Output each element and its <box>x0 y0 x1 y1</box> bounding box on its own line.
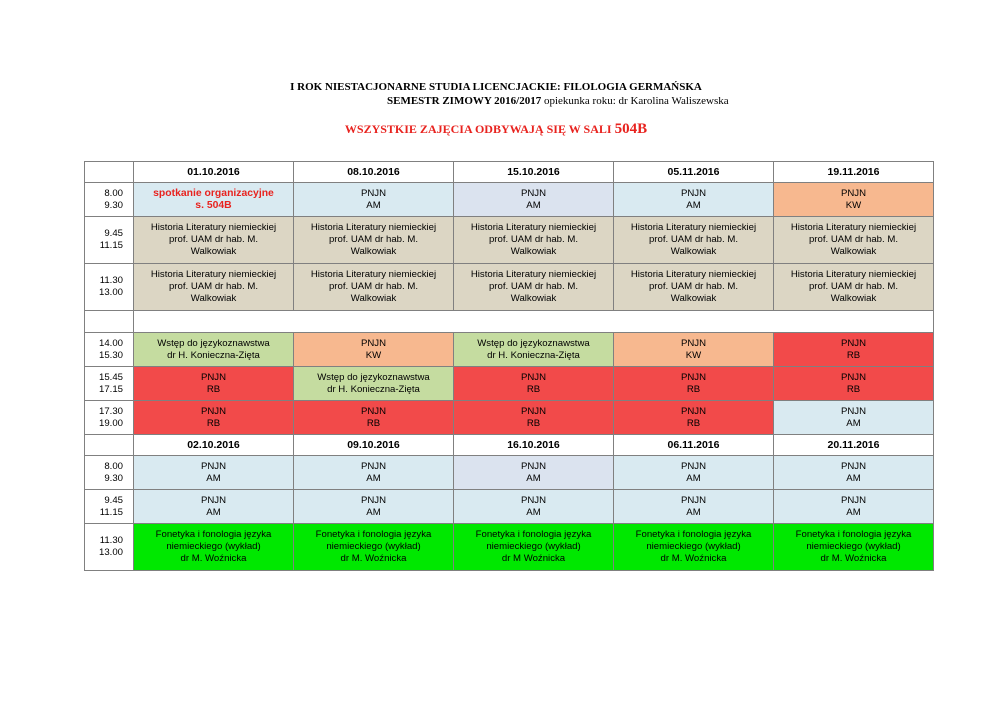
class-line-3: dr M. Woźnicka <box>340 553 407 564</box>
class-line-2: RB <box>686 417 701 429</box>
class-line-1: Fonetyka i fonologia języka <box>795 529 912 540</box>
year-supervisor: opiekunka roku: dr Karolina Waliszewska <box>541 95 729 107</box>
start-time: 15.45 <box>98 371 123 383</box>
class-line-2: dr H. Konieczna-Zięta <box>327 383 420 395</box>
class-line-2: AM <box>526 472 541 484</box>
date-header: 02.10.2016 <box>134 435 294 456</box>
class-line-1: PNJN <box>840 371 867 383</box>
class-line-2: prof. UAM dr hab. M. <box>488 234 579 245</box>
class-line-3: Walkowiak <box>350 246 397 257</box>
class-line-1: PNJN <box>680 494 707 506</box>
class-line-3: Walkowiak <box>350 293 397 304</box>
class-line-1: PNJN <box>200 494 227 506</box>
time-slot <box>85 183 134 217</box>
date-header: 19.11.2016 <box>774 162 934 183</box>
time-slot <box>85 490 134 524</box>
class-cell <box>134 183 294 217</box>
date-header: 05.11.2016 <box>614 162 774 183</box>
time-slot <box>85 401 134 435</box>
class-cell <box>294 333 454 367</box>
end-time: 19.00 <box>98 417 123 429</box>
class-line-1: PNJN <box>680 405 707 417</box>
class-line-1: Wstęp do językoznawstwa <box>157 337 270 349</box>
room-notice-text: WSZYSTKIE ZAJĘCIA ODBYWAJĄ SIĘ W SALI <box>344 122 612 136</box>
class-line-2: niemieckiego (wykład) <box>166 541 261 552</box>
room-notice <box>0 121 992 138</box>
class-cell <box>614 217 774 264</box>
class-line-1: PNJN <box>520 371 547 383</box>
class-line-2: AM <box>526 506 541 518</box>
class-line-3: dr M. Woźnicka <box>820 553 887 564</box>
class-line-3: Walkowiak <box>670 293 717 304</box>
class-cell <box>614 490 774 524</box>
start-time: 11.30 <box>99 275 123 286</box>
start-time: 11.30 <box>99 535 123 546</box>
end-time: 9.30 <box>104 199 123 211</box>
date-header: 06.11.2016 <box>614 435 774 456</box>
date-header: 09.10.2016 <box>294 435 454 456</box>
class-line-1: Fonetyka i fonologia języka <box>635 529 752 540</box>
class-cell <box>454 490 614 524</box>
time-slot <box>85 456 134 490</box>
class-line-1: PNJN <box>360 494 387 506</box>
class-line-2: niemieckiego (wykład) <box>806 541 901 552</box>
class-cell <box>454 367 614 401</box>
class-cell <box>294 183 454 217</box>
end-time: 13.00 <box>98 287 123 298</box>
start-time: 9.45 <box>104 494 123 506</box>
class-cell <box>774 333 934 367</box>
start-time: 9.45 <box>104 228 123 239</box>
class-cell <box>454 333 614 367</box>
schedule-row <box>85 183 934 217</box>
end-time: 11.15 <box>99 506 123 518</box>
date-header: 16.10.2016 <box>454 435 614 456</box>
semester-label: SEMESTR ZIMOWY 2016/2017 <box>387 95 542 107</box>
class-line-2: prof. UAM dr hab. M. <box>808 234 899 245</box>
class-cell <box>774 183 934 217</box>
class-line-2: s. 504B <box>195 199 232 211</box>
class-line-1: PNJN <box>680 337 707 349</box>
class-line-2: AM <box>366 199 381 211</box>
end-time: 17.15 <box>98 383 123 395</box>
break-cell <box>134 311 934 333</box>
class-line-2: RB <box>686 383 701 395</box>
start-time: 8.00 <box>104 187 123 199</box>
class-line-3: dr M. Woźnicka <box>180 553 247 564</box>
class-line-2: prof. UAM dr hab. M. <box>648 281 739 292</box>
class-line-1: PNJN <box>200 460 227 472</box>
class-line-1: PNJN <box>520 187 547 199</box>
class-line-1: Wstęp do językoznawstwa <box>477 337 590 349</box>
class-line-2: prof. UAM dr hab. M. <box>488 281 579 292</box>
class-line-2: RB <box>366 417 381 429</box>
schedule-row <box>85 217 934 264</box>
class-line-3: Walkowiak <box>830 246 877 257</box>
class-line-3: Walkowiak <box>510 293 557 304</box>
class-line-1: Historia Literatury niemieckiej <box>310 222 437 233</box>
schedule-row <box>85 401 934 435</box>
class-cell <box>774 456 934 490</box>
class-cell <box>294 217 454 264</box>
class-cell <box>134 401 294 435</box>
class-line-2: prof. UAM dr hab. M. <box>168 281 259 292</box>
schedule-row <box>85 333 934 367</box>
end-time: 15.30 <box>98 349 123 361</box>
class-line-2: AM <box>686 472 701 484</box>
class-line-1: PNJN <box>840 187 867 199</box>
class-cell <box>454 524 614 571</box>
class-cell <box>294 524 454 571</box>
class-line-2: KW <box>685 349 702 361</box>
corner-cell <box>85 162 134 183</box>
date-header: 20.11.2016 <box>774 435 934 456</box>
class-line-2: prof. UAM dr hab. M. <box>328 281 419 292</box>
class-line-3: dr M Woźnicka <box>501 553 566 564</box>
date-header: 08.10.2016 <box>294 162 454 183</box>
corner-cell <box>85 435 134 456</box>
break-time-cell <box>85 311 134 333</box>
class-line-2: niemieckiego (wykład) <box>646 541 741 552</box>
class-cell <box>134 524 294 571</box>
class-line-1: PNJN <box>680 460 707 472</box>
class-line-1: PNJN <box>840 337 867 349</box>
class-cell <box>614 367 774 401</box>
class-cell <box>134 333 294 367</box>
class-cell <box>294 367 454 401</box>
end-time: 13.00 <box>98 547 123 558</box>
class-line-2: AM <box>846 417 861 429</box>
semester-line <box>387 95 729 107</box>
class-line-1: PNJN <box>360 405 387 417</box>
class-line-2: AM <box>206 506 221 518</box>
class-line-2: AM <box>366 506 381 518</box>
class-line-2: RB <box>846 383 861 395</box>
class-cell <box>774 367 934 401</box>
class-line-1: PNJN <box>360 460 387 472</box>
room-number: 504B <box>614 121 648 137</box>
schedule-row <box>85 367 934 401</box>
time-slot <box>85 524 134 571</box>
class-line-1: Historia Literatury niemieckiej <box>470 222 597 233</box>
class-line-2: AM <box>526 199 541 211</box>
document-title: I ROK NIESTACJONARNE STUDIA LICENCJACKIE: FILOLOGIA GERMAŃSKA <box>290 81 702 93</box>
class-line-1: PNJN <box>840 405 867 417</box>
class-line-1: Historia Literatury niemieckiej <box>310 269 437 280</box>
class-line-2: AM <box>206 472 221 484</box>
class-line-2: RB <box>526 383 541 395</box>
class-cell <box>614 264 774 311</box>
class-cell <box>454 456 614 490</box>
schedule-row <box>85 264 934 311</box>
class-cell <box>774 217 934 264</box>
class-cell <box>454 183 614 217</box>
start-time: 17.30 <box>98 405 123 417</box>
class-line-1: PNJN <box>520 494 547 506</box>
class-line-2: prof. UAM dr hab. M. <box>328 234 419 245</box>
class-cell <box>134 367 294 401</box>
class-line-2: AM <box>366 472 381 484</box>
class-line-2: prof. UAM dr hab. M. <box>808 281 899 292</box>
class-cell <box>294 456 454 490</box>
class-line-2: prof. UAM dr hab. M. <box>648 234 739 245</box>
class-line-1: PNJN <box>360 337 387 349</box>
class-line-3: Walkowiak <box>510 246 557 257</box>
class-line-1: Historia Literatury niemieckiej <box>790 222 917 233</box>
class-line-1: PNJN <box>520 405 547 417</box>
class-line-1: PNJN <box>680 371 707 383</box>
class-line-2: RB <box>526 417 541 429</box>
class-line-1: spotkanie organizacyjne <box>153 187 274 199</box>
class-cell <box>774 524 934 571</box>
class-line-3: Walkowiak <box>190 293 237 304</box>
date-header: 01.10.2016 <box>134 162 294 183</box>
time-slot <box>85 264 134 311</box>
class-line-1: Historia Literatury niemieckiej <box>630 269 757 280</box>
class-line-2: dr H. Konieczna-Zięta <box>167 349 260 361</box>
class-cell <box>614 183 774 217</box>
class-cell <box>134 490 294 524</box>
class-line-1: Historia Literatury niemieckiej <box>790 269 917 280</box>
schedule-row <box>85 524 934 571</box>
class-cell <box>294 490 454 524</box>
class-cell <box>774 490 934 524</box>
class-line-3: dr M. Woźnicka <box>660 553 727 564</box>
class-line-1: Fonetyka i fonologia języka <box>475 529 592 540</box>
class-cell <box>454 217 614 264</box>
class-line-2: RB <box>846 349 861 361</box>
class-line-1: PNJN <box>200 371 227 383</box>
class-cell <box>294 401 454 435</box>
class-cell <box>454 401 614 435</box>
class-cell <box>294 264 454 311</box>
class-line-1: Historia Literatury niemieckiej <box>470 269 597 280</box>
end-time: 9.30 <box>104 472 123 484</box>
schedule-table <box>84 161 934 571</box>
class-cell <box>134 264 294 311</box>
schedule-row <box>85 490 934 524</box>
start-time: 8.00 <box>104 460 123 472</box>
class-line-2: niemieckiego (wykład) <box>486 541 581 552</box>
class-line-2: RB <box>206 417 221 429</box>
class-cell <box>614 524 774 571</box>
class-line-2: niemieckiego (wykład) <box>326 541 421 552</box>
class-line-1: PNJN <box>680 187 707 199</box>
class-line-1: PNJN <box>840 494 867 506</box>
time-slot <box>85 217 134 264</box>
sunday-date-row <box>85 435 934 456</box>
class-line-1: PNJN <box>840 460 867 472</box>
class-line-2: AM <box>846 472 861 484</box>
class-line-2: KW <box>365 349 382 361</box>
class-line-3: Walkowiak <box>670 246 717 257</box>
class-cell <box>774 264 934 311</box>
class-line-3: Walkowiak <box>190 246 237 257</box>
date-header: 15.10.2016 <box>454 162 614 183</box>
class-line-1: Fonetyka i fonologia języka <box>315 529 432 540</box>
class-line-2: RB <box>206 383 221 395</box>
class-line-1: PNJN <box>520 460 547 472</box>
class-cell <box>614 456 774 490</box>
class-line-2: AM <box>686 199 701 211</box>
class-line-1: Wstęp do językoznawstwa <box>317 371 430 383</box>
lunch-break-row <box>85 311 934 333</box>
start-time: 14.00 <box>98 337 123 349</box>
time-slot <box>85 333 134 367</box>
class-line-1: Historia Literatury niemieckiej <box>630 222 757 233</box>
class-line-3: Walkowiak <box>830 293 877 304</box>
time-slot <box>85 367 134 401</box>
class-cell <box>614 401 774 435</box>
class-line-1: Historia Literatury niemieckiej <box>150 269 277 280</box>
end-time: 11.15 <box>99 240 123 251</box>
class-line-1: PNJN <box>200 405 227 417</box>
class-cell <box>454 264 614 311</box>
class-cell <box>134 456 294 490</box>
class-line-2: dr H. Konieczna-Zięta <box>487 349 580 361</box>
class-cell <box>774 401 934 435</box>
saturday-date-row <box>85 162 934 183</box>
class-cell <box>134 217 294 264</box>
class-line-1: Historia Literatury niemieckiej <box>150 222 277 233</box>
class-line-1: PNJN <box>360 187 387 199</box>
class-line-2: AM <box>686 506 701 518</box>
class-cell <box>614 333 774 367</box>
class-line-2: AM <box>846 506 861 518</box>
class-line-2: KW <box>845 199 862 211</box>
class-line-1: Fonetyka i fonologia języka <box>155 529 272 540</box>
class-line-2: prof. UAM dr hab. M. <box>168 234 259 245</box>
schedule-row <box>85 456 934 490</box>
